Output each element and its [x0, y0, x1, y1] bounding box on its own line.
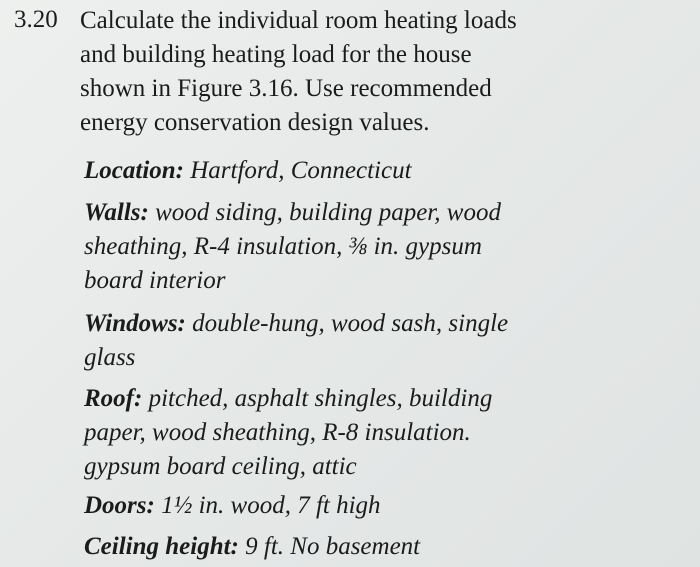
spec-label: Ceiling height: [84, 533, 239, 560]
prompt-line: and building heating load for the house [80, 41, 472, 68]
spec-label: Walls: [84, 199, 149, 226]
spec-value: board interior [84, 267, 226, 294]
prompt-line: energy conservation design values. [80, 109, 430, 136]
spec-value: 9 ft. No basement [245, 533, 421, 560]
spec-value: sheathing, R-4 insulation, ⅜ in. gypsum [84, 233, 482, 260]
spec-value: Hartford, Connecticut [190, 157, 412, 184]
prompt-line: shown in Figure 3.16. Use recommended [80, 75, 492, 102]
spec-value: gypsum board ceiling, attic [84, 453, 357, 480]
spec-location [84, 154, 684, 188]
spec-label: Roof: [84, 385, 143, 412]
spec-windows [84, 307, 684, 375]
spec-value: wood siding, building paper, wood [155, 199, 501, 226]
spec-label: Doors: [84, 492, 155, 519]
problem-number: 3.20 [14, 6, 58, 33]
spec-ceiling-height [84, 530, 684, 564]
spec-label: Windows: [84, 310, 186, 337]
prompt-line: Calculate the individual room heating loads [80, 7, 517, 34]
spec-value: glass [84, 344, 136, 371]
spec-roof [84, 382, 684, 484]
spec-label: Location: [84, 157, 184, 184]
problem-prompt [80, 4, 680, 140]
spec-value: paper, wood sheathing, R-8 insulation. [84, 419, 471, 446]
spec-doors [84, 489, 684, 523]
spec-walls [84, 196, 684, 298]
spec-value: pitched, asphalt shingles, building [148, 385, 493, 412]
spec-value: double-hung, wood sash, single [192, 310, 509, 337]
spec-value: 1½ in. wood, 7 ft high [161, 492, 381, 519]
